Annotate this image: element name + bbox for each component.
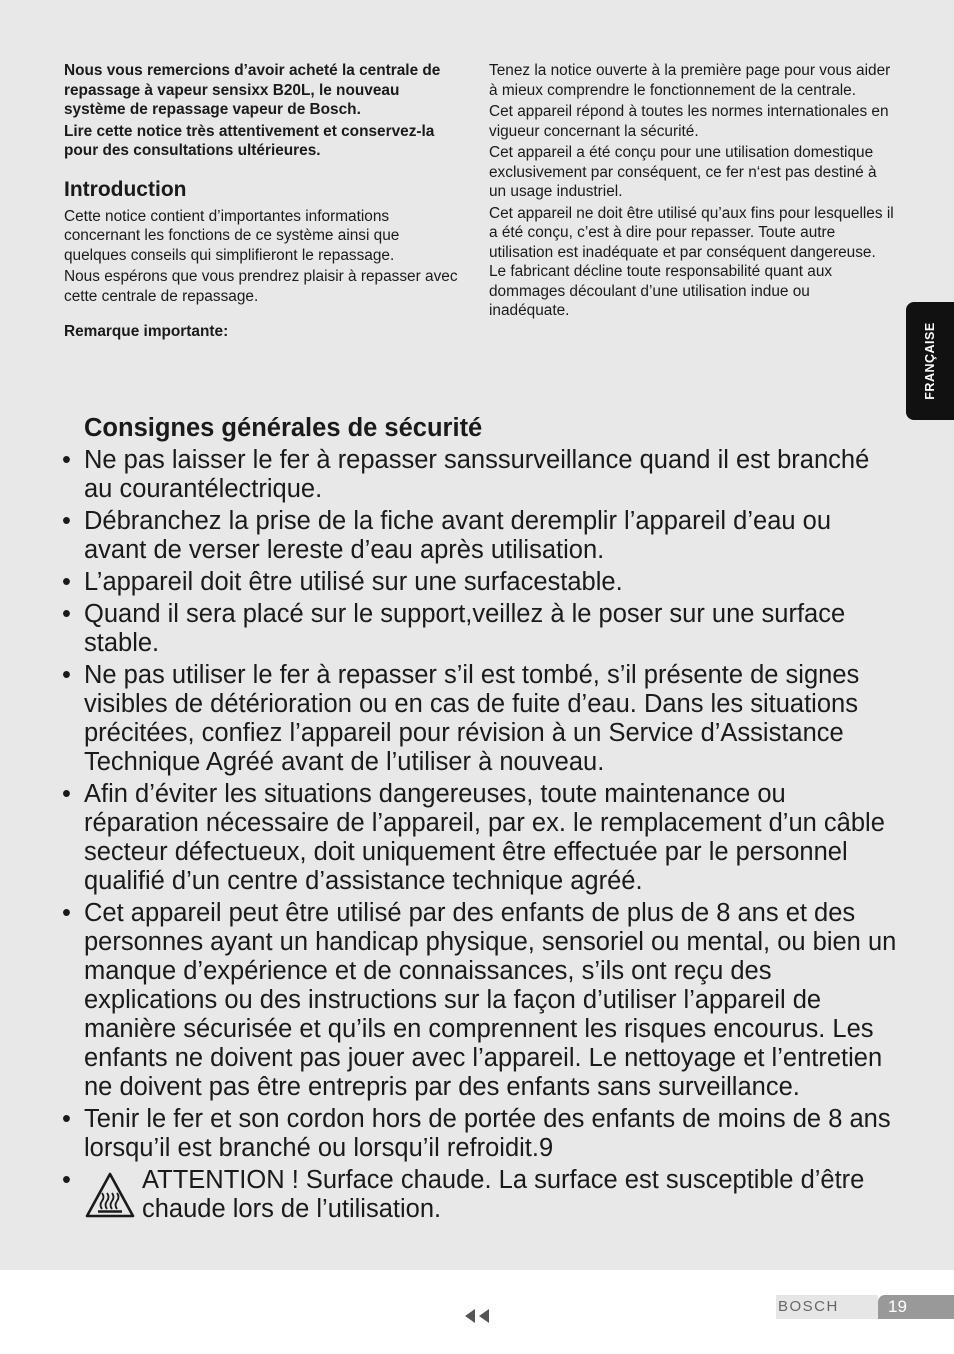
right-paragraph-3: Cet appareil a été conçu pour une utilisation domestique exclusivement par conséquent, ce fer n‘est pas destiné à un usage industriel. — [489, 144, 877, 200]
bullet-icon: • — [62, 507, 71, 535]
important-remark-heading: Remarque importante: — [64, 323, 229, 340]
right-paragraph-1: Tenez la notice ouverte à la première page pour vous aider à mieux comprendre le fonctionnement de la centrale. — [489, 62, 891, 99]
bullet-icon: • — [62, 661, 71, 689]
safety-heading: Consignes générales de sécurité — [84, 414, 483, 442]
safety-item-text: Ne pas utiliser le fer à repasser s’il est tombé, s’il présente de signes visibles de détérioration ou en cas de fuite d’eau. Dans les situations précitées, confiez l’appareil pour révision à un Service d’Assistance Technique Agréé avant de l’utiliser à nouveau. — [84, 661, 860, 776]
intro-thanks: Nous vous remercions d’avoir acheté la centrale de repassage à vapeur sensixx B20L, le nouveau système de repassage vapeur de Bosch. — [64, 62, 441, 118]
intro-paragraph-1: Cette notice contient d’importantes informations concernant les fonctions de ce système ainsi que quelques conseils qui simplifieront le repassage. — [64, 207, 400, 264]
bullet-icon: • — [62, 780, 71, 808]
right-column — [489, 61, 894, 323]
safety-warning-item — [60, 1166, 900, 1224]
intro-paragraph-2: Nous espérons que vous prendrez plaisir à repasser avec cette centrale de repassage. — [64, 268, 458, 305]
left-column — [64, 61, 464, 342]
introduction-heading: Introduction — [64, 177, 187, 201]
intro-read-notice: Lire cette notice très attentivement et conservez-la pour des consultations ultérieures. — [64, 122, 435, 159]
safety-item — [60, 568, 900, 597]
bullet-icon: • — [62, 446, 71, 474]
bullet-icon: • — [62, 1166, 71, 1194]
page-number: 19 — [878, 1295, 954, 1319]
safety-item — [60, 507, 900, 565]
safety-item — [60, 446, 900, 504]
safety-item-text: Cet appareil peut être utilisé par des enfants de plus de 8 ans et des personnes ayant un handicap physique, sensoriel ou mental, ou bien un manque d’expérience et de connaissances, s’ils ont reçu des explications ou des instructions sur la façon d’utiliser l’appareil de manière sécurisée et qu’ils en comprennent les risques encourus. Les enfants ne doivent pas jouer avec l’appareil. Le nettoyage et l’entretien ne doivent pas être entrepris par des enfants sans surveillance. — [84, 899, 897, 1101]
safety-item-text: L’appareil doit être utilisé sur une surfacestable. — [84, 568, 623, 596]
double-left-arrow-icon — [463, 1308, 493, 1324]
language-tab — [906, 302, 954, 420]
warning-row — [84, 1166, 900, 1224]
safety-item — [60, 899, 900, 1102]
brand-label: BOSCH — [776, 1295, 878, 1319]
safety-list — [60, 446, 900, 1224]
safety-item-text: Ne pas laisser le fer à repasser sanssurveillance quand il est branché au courantélectrique. — [84, 446, 870, 503]
safety-item-text: Débranchez la prise de la fiche avant deremplir l’appareil d’eau ou avant de verser lereste d’eau après utilisation. — [84, 507, 832, 564]
safety-item — [60, 780, 900, 896]
safety-item — [60, 600, 900, 658]
language-tab-label: FRANÇAISE — [923, 322, 937, 400]
safety-item — [60, 1105, 900, 1163]
hot-surface-warning-icon — [84, 1171, 136, 1219]
warning-text: ATTENTION ! Surface chaude. La surface est susceptible d’être chaude lors de l’utilisation. — [142, 1166, 865, 1223]
right-paragraph-2: Cet appareil répond à toutes les normes internationales en vigueur concernant la sécurité. — [489, 103, 889, 140]
bullet-icon: • — [62, 1105, 71, 1133]
right-paragraph-4: Cet appareil ne doit être utilisé qu’aux fins pour lesquelles il a été conçu, c’est à dire pour repasser. Toute autre utilisation est inadéquate et par conséquent dangereuse. Le fabricant décline toute responsabilité quant aux dommages découlant d’une utilisation indue ou inadéquate. — [489, 204, 894, 319]
bullet-icon: • — [62, 600, 71, 628]
safety-item — [60, 661, 900, 777]
safety-section — [60, 410, 900, 1227]
bullet-icon: • — [62, 899, 71, 927]
safety-item-text: Quand il sera placé sur le support,veillez à le poser sur une surface stable. — [84, 600, 846, 657]
bullet-icon: • — [62, 568, 71, 596]
safety-item-text: Tenir le fer et son cordon hors de portée des enfants de moins de 8 ans lorsqu’il est branché ou lorsqu’il refroidit.9 — [84, 1105, 891, 1162]
safety-item-text: Afin d’éviter les situations dangereuses, toute maintenance ou réparation nécessaire de l’appareil, par ex. le remplacement d’un câble secteur défectueux, doit uniquement être effectuée par le personnel qualifié d’un centre d’assistance technique agréé. — [84, 780, 885, 895]
